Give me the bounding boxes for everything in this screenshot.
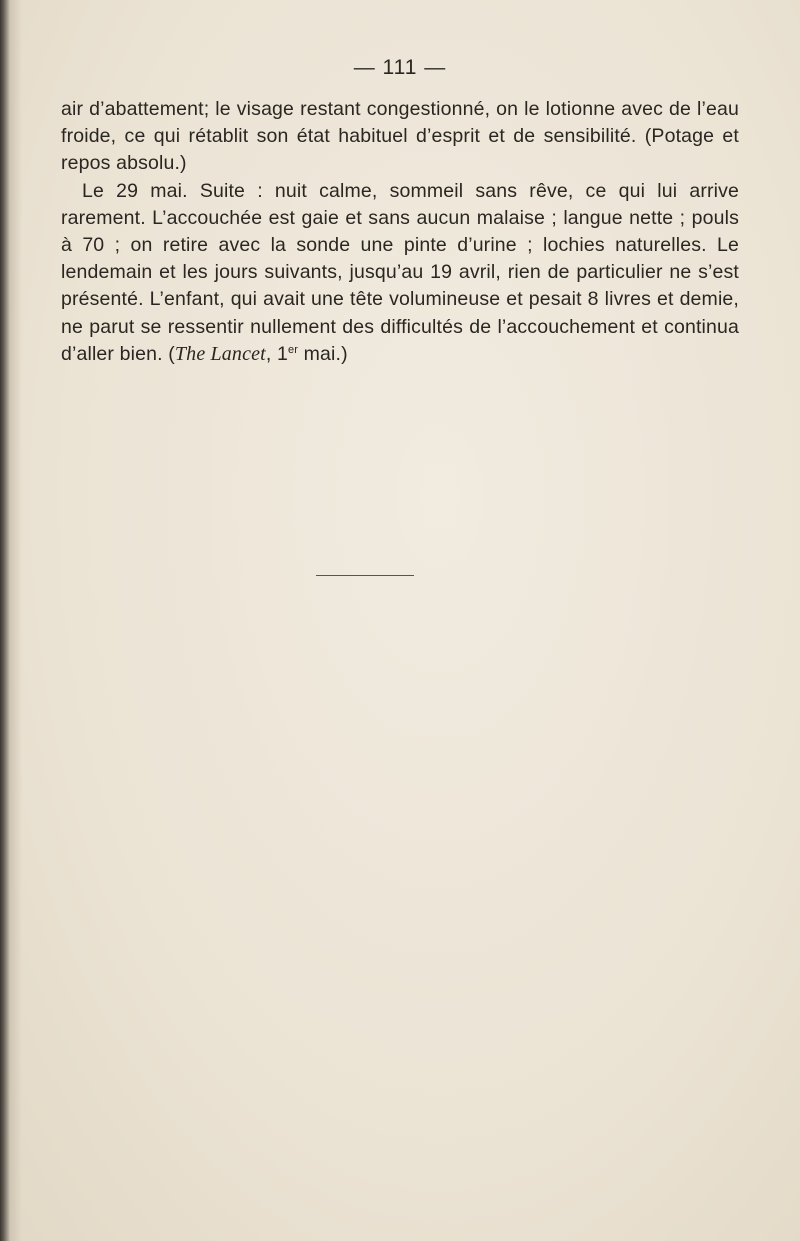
paragraph-2-text: Le 29 mai. Suite : nuit calme, sommeil sans rêve, ce qui lui arrive rarement. L’accouchée est gaie et sans aucun malaise ; langue nette ; pouls à 70 ; on retire avec la sonde une pinte d’urine ; lochies naturelles. Le lendemain et les jours suivants, jusqu’au 19 avril, rien de particulier ne s’est présenté. L’enfant, qui avait une tête volumineuse et pesait 8 livres et demie, ne parut se ressentir nullement des difficultés de l’accouchement et continua d’aller bien. ( <box>61 179 739 365</box>
citation-date-num: 1 <box>276 342 288 365</box>
paragraph-1: air d’abattement; le visage restant congestionné, on le lotionne avec de l’eau froide, ce qui rétablit son état habituel d’esprit et de sensibilité. (Potage et repos absolu.) <box>61 98 739 175</box>
binding-edge <box>0 0 22 1241</box>
citation-comma: , <box>265 342 272 365</box>
citation-date-sup: er <box>287 343 299 356</box>
page-number: — 111 — <box>353 56 447 79</box>
section-divider <box>316 575 414 576</box>
citation-source: The Lancet <box>174 342 266 365</box>
body-text <box>61 96 739 368</box>
paragraph-2 <box>61 178 739 368</box>
citation-date-rest: mai.) <box>298 342 348 365</box>
